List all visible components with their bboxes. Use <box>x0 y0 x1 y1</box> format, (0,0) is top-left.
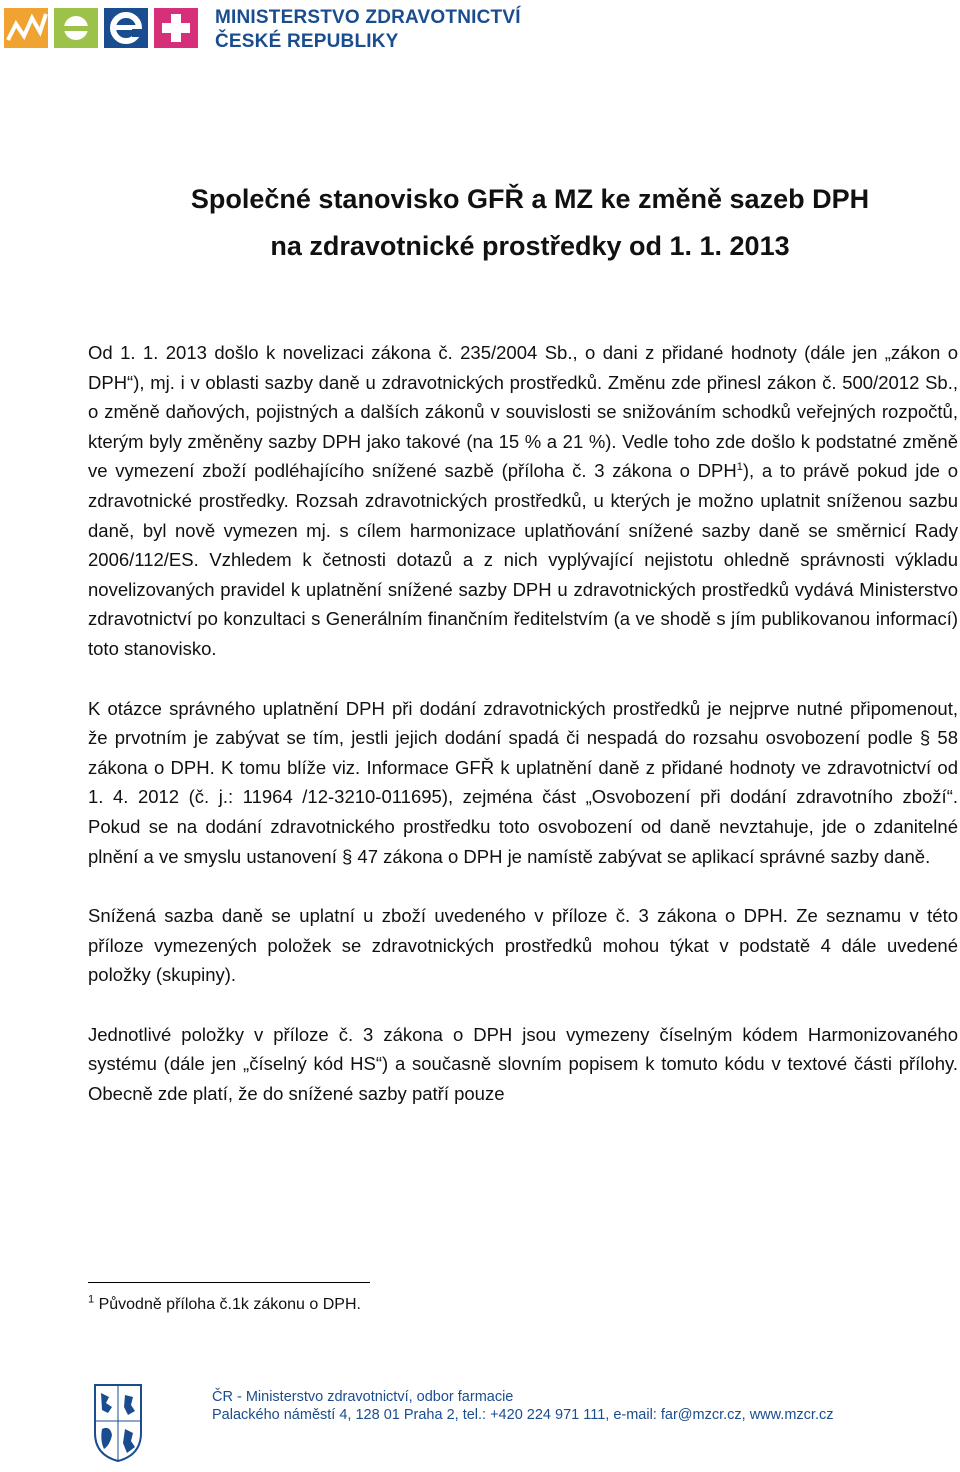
page-title <box>0 176 960 270</box>
title-line1: Společné stanovisko GFŘ a MZ ke změně sazeb DPH <box>190 184 870 214</box>
paragraph-1-part2: ), a to právě pokud jde o zdravotnické prostředky. Rozsah zdravotnických prostředků, u kterých je možno uplatnit sníženou sazbu daně, byl nově vymezen mj. s cílem harmonizace uplatňování snížené sazby daně se směrnicí Rady 2006/112/ES. Vzhledem k četnosti dotazů a z nich vyplývající nejistotu ohledně správnosti výkladu novelizovaných pravidel k uplatnění snížené sazby DPH u zdravotnických prostředků vydává Ministerstvo zdravotnictví po konzultaci s Generálním finančním ředitelstvím (a ve shodě s jím publikovanou informací) toto stanovisko. <box>88 460 958 659</box>
paragraph-4: Jednotlivé položky v příloze č. 3 zákona o DPH jsou vymezeny číselným kódem Harmonizovaného systému (dále jen „číselný kód HS“) a současně slovním popisem k tomuto kódu v textové části přílohy. Obecně zde platí, že do snížené sazby patří pouze <box>88 1023 958 1105</box>
title-line2: na zdravotnické prostředky od 1. 1. 2013 <box>270 231 790 261</box>
page-footer <box>212 1388 833 1424</box>
footnote-reference[interactable]: 1 <box>736 461 743 474</box>
paragraph-1 <box>88 338 958 664</box>
footer-line2: Palackého náměstí 4, 128 01 Praha 2, tel.: +420 224 971 111, e-mail: far@mzcr.cz, www.mzcr.cz <box>212 1407 834 1423</box>
footer-line1: ČR - Ministerstvo zdravotnictví, odbor farmacie <box>212 1389 514 1405</box>
footnote <box>88 1295 361 1315</box>
document-body <box>88 338 958 1139</box>
footnote-number: 1 <box>88 1293 95 1306</box>
state-emblem-icon <box>93 1383 143 1463</box>
ministry-name-line2: ČESKÉ REPUBLIKY <box>215 31 399 52</box>
footnote-text: Původně příloha č.1k zákonu o DPH. <box>94 1296 361 1313</box>
page-header <box>0 0 960 60</box>
ministry-name-line1: MINISTERSTVO ZDRAVOTNICTVÍ <box>215 7 521 28</box>
paragraph-1-part1: Od 1. 1. 2013 došlo k novelizaci zákona č. 235/2004 Sb., o dani z přidané hodnoty (dále jen „zákon o DPH“), mj. i v oblasti sazby daně u zdravotnických prostředků. Změnu zde přinesl zákon č. 500/2012 Sb., o změně daňových, pojistných a dalších zákonů v souvislosti se snižováním schodků veřejných rozpočtů, kterým byly změněny sazby DPH jako takové (na 15 % a 21 %). Vedle toho zde došlo k podstatné změně ve vymezení zboží podléhajícího snížené sazbě (příloha č. 3 zákona o DPH <box>88 342 958 482</box>
paragraph-3: Snížená sazba daně se uplatní u zboží uvedeného v příloze č. 3 zákona o DPH. Ze seznamu v této příloze vymezených položek se zdravotnických prostředků mohou týkat v podstatě 4 dále uvedené položky (skupiny). <box>88 905 958 986</box>
paragraph-2: K otázce správného uplatnění DPH při dodání zdravotnických prostředků je nejprve nutné připomenout, že prvotním je zabývat se tím, jestli jejich dodání spadá či nespadá do rozsahu osvobození podle § 58 zákona o DPH. K tomu blíže viz. Informace GFŘ k uplatnění daně z přidané hodnoty ve zdravotnictví od 1. 4. 2012 (č. j.: 11964 /12-3210-011695), zejména část „Osvobození při dodání zdravotního zboží“. Pokud se na dodání zdravotnického prostředku toto osvobození od daně nevztahuje, jde o zdanitelné plnění a ve smyslu ustanovení § 47 zákona o DPH je namístě zabývat se aplikací správné sazby daně. <box>88 697 958 867</box>
ministry-name <box>215 6 521 54</box>
footnote-divider <box>88 1282 370 1283</box>
ministry-logo-icon <box>4 6 199 52</box>
